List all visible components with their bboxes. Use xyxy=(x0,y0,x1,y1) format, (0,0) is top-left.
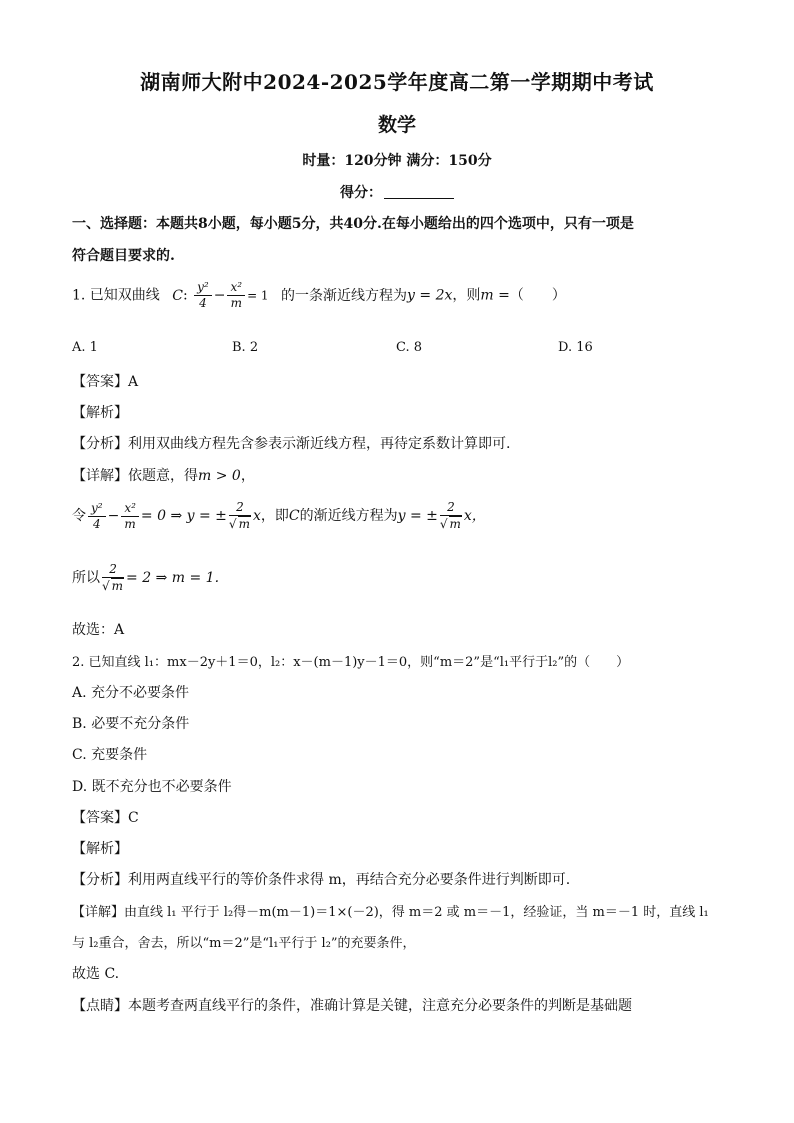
q2-option-a: A. 充分不必要条件 xyxy=(72,685,190,701)
q1-answer: 【答案】A xyxy=(72,374,139,390)
document-title: 湖南师大附中2024-2025学年度高二第一学期期中考试 xyxy=(140,70,654,94)
q1-option-d: D. 16 xyxy=(558,340,593,355)
q2-option-b: B. 必要不充分条件 xyxy=(72,716,190,732)
q2-fenxi: 【分析】利用两直线平行的等价条件求得 m，再结合充分必要条件进行判断即可. xyxy=(72,872,571,888)
question-1-stem: 1. 已知双曲线 C: $\frac{\text{y²}}{4}$ − $\frac{\text{x²}}{m}$ = 1 的一条渐近线方程为y = 2x，则m =（ ） xyxy=(72,280,566,310)
q1-result: 所以 $\frac{2}{√ m}$ = 2 ⇒ m = 1. xyxy=(72,562,220,593)
q2-dianjing: 【点睛】本题考查两直线平行的条件，准确计算是关键，注意充分必要条件的判断是基础题 xyxy=(72,998,632,1014)
q2-analysis-head: 【解析】 xyxy=(72,841,128,857)
q1-detail: 【详解】依题意，得m > 0， xyxy=(72,468,255,484)
q2-detail-1: 【详解】由直线 l₁ 平行于 l₂得－m(m－1)＝1×(－2)，得 m＝2 或 m＝－1，经验证，当 m＝－1 时，直线 l₁ xyxy=(72,905,709,920)
q1-fenxi: 【分析】利用双曲线方程先含参表示渐近线方程，再待定系数计算即可. xyxy=(72,436,511,452)
fraction-x2-over-m: $\frac{\text{x²}}{m}$ xyxy=(227,280,245,311)
q2-choice: 故选 C. xyxy=(72,966,120,982)
q2-detail-2: 与 l₂重合，舍去，所以“m＝2”是“l₁平行于 l₂”的充要条件， xyxy=(72,936,416,951)
q1-derivation: 令 $\frac{\text{y²}}{4}$ − $\frac{\text{x²}}{m}$ = 0 ⇒ y = ± $\frac{2}{√ m}$ x，即C的渐近线方程为y = ± $\frac{2}{√ m}$ x， xyxy=(72,500,486,531)
q1-option-c: C. 8 xyxy=(396,340,423,355)
q2-answer: 【答案】C xyxy=(72,810,139,826)
q1-option-b: B. 2 xyxy=(232,340,259,355)
score-label: 得分： xyxy=(340,185,382,201)
q1-analysis-head: 【解析】 xyxy=(72,405,128,421)
section-heading-2: 符合题目要求的. xyxy=(72,248,175,264)
subject-title: 数学 xyxy=(377,114,416,136)
q1-option-a: A. 1 xyxy=(72,340,98,355)
q2-option-d: D. 既不充分也不必要条件 xyxy=(72,779,232,795)
question-2-stem: 2. 已知直线 l₁：mx－2y＋1＝0，l₂：x－(m－1)y－1＝0，则“m＝2”是“l₁平行于l₂”的（ ） xyxy=(72,655,630,670)
section-heading-1: 一、选择题：本题共8小题，每小题5分，共40分.在每小题给出的四个选项中，只有一项是 xyxy=(72,216,634,232)
exam-meta: 时量：120分钟 满分：150分 xyxy=(302,153,492,169)
fraction-y2-over-4: $\frac{\text{y²}}{4}$ xyxy=(194,280,212,311)
score-blank[interactable] xyxy=(384,198,454,199)
score-line xyxy=(0,182,794,202)
q2-option-c: C. 充要条件 xyxy=(72,747,148,763)
q1-choice: 故选：A xyxy=(72,622,125,638)
